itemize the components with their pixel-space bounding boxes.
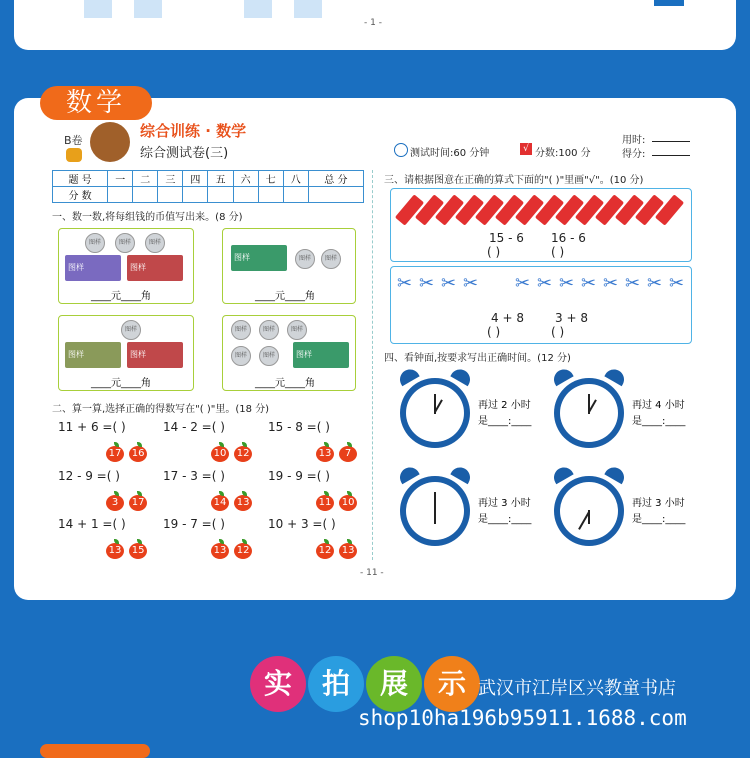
scissors-picture-box: [390, 266, 692, 344]
coin-icon: 图样: [259, 320, 279, 340]
banknote-icon: 图样: [65, 255, 121, 281]
score-cell[interactable]: [133, 187, 158, 203]
table-cell: 六: [233, 171, 258, 187]
equation[interactable]: 14 - 2 =( ): [163, 420, 225, 434]
scissors-icon: ✂: [537, 273, 553, 294]
clock-answer-blank[interactable]: 是____:____: [478, 416, 532, 427]
volume-label: B卷: [64, 134, 83, 147]
banner-char-3: 展: [366, 656, 422, 712]
coin-icon: 图样: [115, 233, 135, 253]
apple-option[interactable]: 16: [129, 446, 147, 462]
coin-icon: 图样: [121, 320, 141, 340]
banknote-icon: 图样: [65, 342, 121, 368]
apple-option[interactable]: 14: [211, 495, 229, 511]
got-score-blank[interactable]: [652, 155, 690, 156]
got-score-label: 得分:: [622, 149, 646, 160]
series-title: 综合训练 · 数学: [140, 122, 247, 140]
page-number: - 11 -: [360, 568, 384, 578]
score-cell[interactable]: [158, 187, 183, 203]
answer-options: [211, 490, 252, 511]
used-time-label: 用时:: [622, 135, 646, 146]
table-cell: 五: [208, 171, 233, 187]
next-page-tab: [40, 744, 150, 758]
scissors-icon: ✂: [515, 273, 531, 294]
alarm-clock-2: [550, 368, 630, 460]
prev-page-decoration: [84, 0, 112, 18]
clock-answer-blank[interactable]: 是____:____: [478, 514, 532, 525]
check-paren[interactable]: ( ): [551, 325, 565, 339]
prev-page-shape: [654, 0, 684, 6]
answer-options: [316, 441, 357, 462]
coin-icon: 图样: [85, 233, 105, 253]
money-box-4: [222, 315, 356, 391]
banner-char-1: 实: [250, 656, 306, 712]
pencil-row: [399, 195, 685, 225]
section4-title: 四、看钟面,按要求写出正确时间。(12 分): [384, 353, 571, 364]
score-cell[interactable]: [108, 187, 133, 203]
equation[interactable]: 11 + 6 =( ): [58, 420, 126, 434]
scissors-icon: ✂: [463, 273, 479, 294]
apple-option[interactable]: 13: [106, 543, 124, 559]
banknote-icon: 图样: [127, 342, 183, 368]
banknote-icon: 图样: [293, 342, 349, 368]
paper-title: 综合测试卷(三): [140, 146, 229, 161]
answer-options: [106, 490, 147, 511]
apple-option[interactable]: 13: [211, 543, 229, 559]
scissors-icon: ✂: [647, 273, 663, 294]
clock-question-line1: 再过 3 小时: [632, 498, 685, 509]
money-box-2: [222, 228, 356, 304]
apple-option[interactable]: 12: [234, 446, 252, 462]
table-cell: 七: [258, 171, 283, 187]
score-cell[interactable]: [308, 187, 363, 203]
bear-mascot-icon: [90, 122, 130, 162]
table-cell: 分 数: [53, 187, 108, 203]
used-time-blank[interactable]: [652, 141, 690, 142]
option-equation: 3 + 8: [555, 311, 588, 325]
score-cell[interactable]: [258, 187, 283, 203]
coin-icon: 图样: [231, 320, 251, 340]
banknote-icon: 图样: [127, 255, 183, 281]
coin-icon: 图样: [145, 233, 165, 253]
money-box-1: [58, 228, 194, 304]
answer-options: [211, 441, 252, 462]
scissors-icon: ✂: [419, 273, 435, 294]
clock-question-line1: 再过 4 小时: [632, 400, 685, 411]
clock-question-line1: 再过 2 小时: [478, 400, 531, 411]
prev-page-decoration: [134, 0, 162, 18]
check-paren[interactable]: ( ): [487, 245, 501, 259]
score-cell[interactable]: [283, 187, 308, 203]
honey-pot-icon: [66, 148, 82, 162]
apple-option[interactable]: 12: [234, 543, 252, 559]
apple-option[interactable]: 7: [339, 446, 357, 462]
previous-page-card: [14, 0, 736, 50]
apple-option[interactable]: 13: [316, 446, 334, 462]
answer-options: [316, 538, 357, 559]
scissors-icon: ✂: [603, 273, 619, 294]
coin-icon: 图样: [321, 249, 341, 269]
section1-title: 一、数一数,将每组钱的币值写出来。(8 分): [52, 212, 243, 223]
money-box-3: [58, 315, 194, 391]
equation[interactable]: 14 + 1 =( ): [58, 517, 126, 531]
option-equation: 4 + 8: [491, 311, 524, 325]
option-equation: 16 - 6: [551, 231, 586, 245]
score-table: [52, 170, 364, 203]
apple-option[interactable]: 10: [211, 446, 229, 462]
equation[interactable]: 19 - 9 =( ): [268, 469, 330, 483]
scissors-icon: ✂: [397, 273, 413, 294]
banknote-icon: 图样: [231, 245, 287, 271]
clock-minute-hand: [434, 492, 436, 512]
scissors-icon: ✂: [559, 273, 575, 294]
table-cell: 四: [183, 171, 208, 187]
clock-question-line1: 再过 3 小时: [478, 498, 531, 509]
table-cell: 总 分: [308, 171, 363, 187]
coin-icon: 图样: [295, 249, 315, 269]
apple-option[interactable]: 10: [339, 495, 357, 511]
shop-url[interactable]: shop10ha196b95911.1688.com: [358, 706, 687, 730]
scissors-icon: ✂: [581, 273, 597, 294]
prev-page-decoration: [294, 0, 322, 18]
check-paren[interactable]: ( ): [487, 325, 501, 339]
apple-option[interactable]: 15: [129, 543, 147, 559]
equation[interactable]: 10 + 3 =( ): [268, 517, 336, 531]
answer-blank[interactable]: ____元____角: [91, 291, 151, 302]
section3-title: 三、请根据图意在正确的算式下面的"( )"里画"√"。(10 分): [384, 175, 644, 186]
scissors-icon: ✂: [441, 273, 457, 294]
score-table-header-row: [53, 171, 364, 187]
answer-blank[interactable]: ____元____角: [255, 378, 315, 389]
equation[interactable]: 19 - 7 =( ): [163, 517, 225, 531]
apple-option[interactable]: 3: [106, 495, 124, 511]
answer-options: [106, 538, 147, 559]
banner-char-2: 拍: [308, 656, 364, 712]
coin-icon: 图样: [231, 346, 251, 366]
prev-page-decoration: [244, 0, 272, 18]
equation[interactable]: 15 - 8 =( ): [268, 420, 330, 434]
apple-option[interactable]: 13: [339, 543, 357, 559]
score-cell[interactable]: [233, 187, 258, 203]
table-cell: 八: [283, 171, 308, 187]
table-cell: 二: [133, 171, 158, 187]
clock-hour-hand: [588, 510, 590, 524]
answer-blank[interactable]: ____元____角: [255, 291, 315, 302]
answer-options: [316, 490, 357, 511]
equation[interactable]: 12 - 9 =( ): [58, 469, 120, 483]
answer-options: [211, 538, 252, 559]
alarm-clock-icon: [394, 143, 408, 157]
score-cell[interactable]: [183, 187, 208, 203]
score-label: 分数:100 分: [535, 148, 591, 159]
alarm-clock-1: [396, 368, 476, 460]
apple-option[interactable]: 13: [234, 495, 252, 511]
alarm-clock-3: [396, 466, 476, 558]
table-cell: 一: [108, 171, 133, 187]
score-cell[interactable]: [208, 187, 233, 203]
section2-title: 二、算一算,选择正确的得数写在"( )"里。(18 分): [52, 404, 270, 415]
pencil-picture-box: [390, 188, 692, 262]
coin-icon: 图样: [287, 320, 307, 340]
prev-page-number: - 1 -: [364, 18, 382, 28]
banner-char-4: 示: [424, 656, 480, 712]
answer-options: [106, 441, 147, 462]
apple-option[interactable]: 11: [316, 495, 334, 511]
apple-option[interactable]: 17: [106, 446, 124, 462]
shop-name: 武汉市江岸区兴教童书店: [478, 678, 676, 699]
answer-blank[interactable]: ____元____角: [91, 378, 151, 389]
clock-hour-hand: [434, 510, 436, 524]
scissors-icon: ✂: [669, 273, 685, 294]
apple-option[interactable]: 12: [316, 543, 334, 559]
check-paren[interactable]: ( ): [551, 245, 565, 259]
table-cell: 三: [158, 171, 183, 187]
equation[interactable]: 17 - 3 =( ): [163, 469, 225, 483]
option-equation: 15 - 6: [489, 231, 524, 245]
alarm-clock-4: [550, 466, 630, 558]
subject-tab: 数学: [40, 86, 152, 120]
coin-icon: 图样: [259, 346, 279, 366]
column-divider: [372, 170, 373, 560]
table-cell: 题 号: [53, 171, 108, 187]
clock-answer-blank[interactable]: 是____:____: [632, 514, 686, 525]
clock-answer-blank[interactable]: 是____:____: [632, 416, 686, 427]
apple-option[interactable]: 17: [129, 495, 147, 511]
time-label: 测试时间:60 分钟: [410, 148, 490, 159]
checkmark-icon: √: [520, 143, 532, 155]
score-table-score-row: [53, 187, 364, 203]
scissors-icon: ✂: [625, 273, 641, 294]
